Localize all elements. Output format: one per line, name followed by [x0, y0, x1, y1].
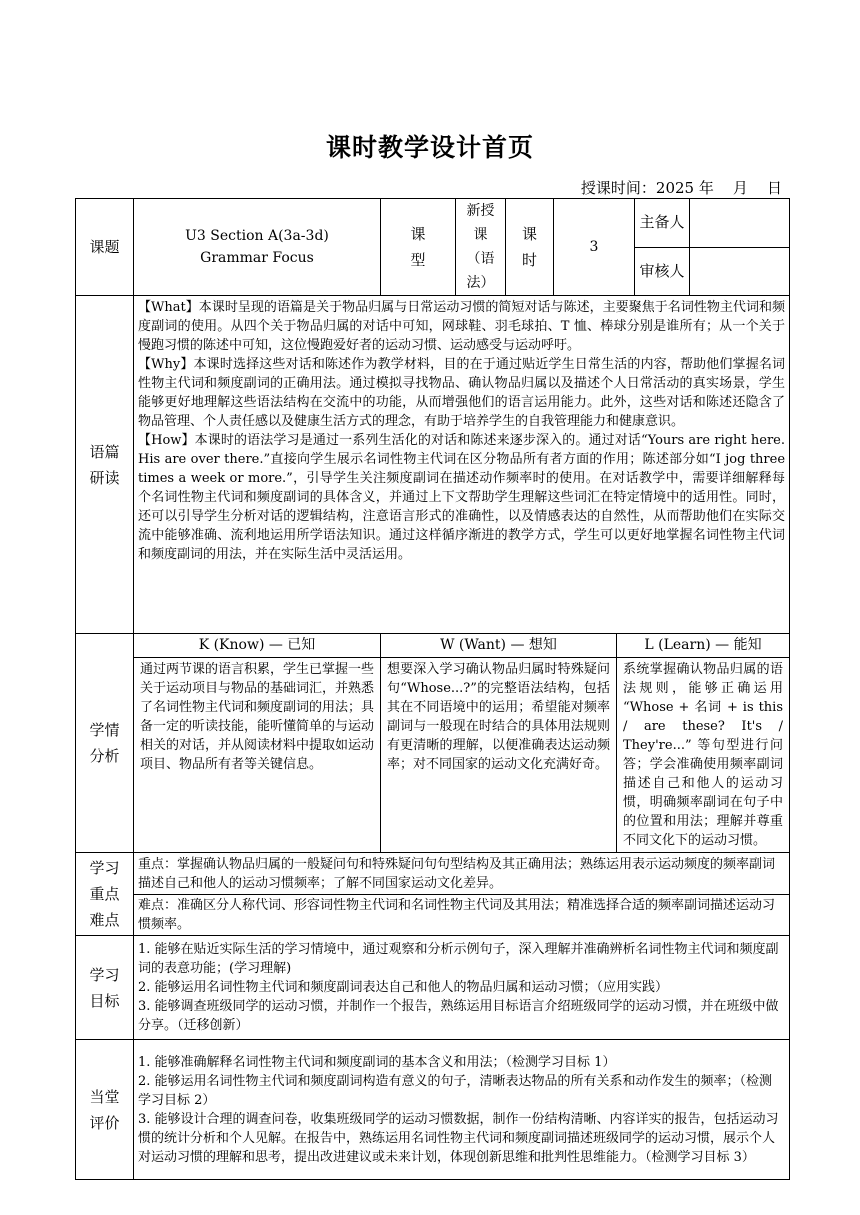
type-label: [381, 221, 455, 273]
lesson-design-table: [75, 198, 790, 1180]
assessment-label-text: 当堂评价: [89, 1087, 120, 1132]
preparer-label: 主备人: [635, 199, 690, 248]
assessment-item: 1. 能够准确解释名词性物主代词和频度副词的基本含义和用法；（检测学习目标 1）: [138, 1054, 616, 1070]
period-label: 课时: [522, 225, 538, 269]
topic-title: U3 Section A(3a-3d): [185, 228, 329, 244]
reviewer-value: [690, 247, 790, 296]
kwl-want-text: 想要深入学习确认物品归属时特殊疑问句“Whose...?”的完整语法结构，包括其在不同语境中的运用；希望能对频率副词与一般现在时结合的具体用法规则有更清晰的理解，以便准确表达运动频率；对不同国家的运动文化充满好奇。: [381, 658, 617, 853]
kwl-want-header: W (Want) — 想知: [381, 634, 617, 658]
discourse-label: [76, 296, 134, 634]
objective-item: 3. 能够调查班级同学的运动习惯，并制作一个报告，熟练运用目标语言介绍班级同学的运动习惯，并在班级中做分享。（迁移创新）: [138, 999, 779, 1033]
type-value-note: （语法）: [466, 251, 495, 291]
key-points-label-text: 学习重点难点: [89, 859, 120, 929]
discourse-why: 【Why】本课时选择这些对话和陈述作为教学材料，目的在于通过贴近学生日常生活的内容，帮助他们掌握名词性物主代词和频度副词的正确用法。通过模拟寻找物品、确认物品归属以及描述个人日常活动的真实场景，学生能够更好地理解这些语法结构在交流中的功能，从而增强他们的语言运用能力。此外，这些对话和陈述还隐含了物品管理、个人责任感以及健康生活方式的理念，有助于培养学生的自我管理能力和健康意识。: [138, 357, 786, 429]
assessment-label: [76, 1040, 134, 1180]
key-focus: 重点：掌握确认物品归属的一般疑问句和特殊疑问句句型结构及其正确用法；熟练运用表示运动频度的频率副词描述自己和他人的运动习惯频率；了解不同国家运动文化差异。: [134, 853, 790, 895]
key-difficulty: 难点：准确区分人称代词、形容词性物主代词和名词性物主代词及其用法；精准选择合适的频率副词描述运动习惯频率。: [134, 895, 790, 936]
kwl-know-text: 通过两节课的语言积累，学生已掌握一些关于运动项目与物品的基础词汇，并熟悉了名词性物主代词和频度副词的用法；具备一定的听读技能，能听懂简单的与运动相关的对话，并从阅读材料中提取如运动项目、物品所有者等关键信息。: [134, 658, 381, 853]
type-label-text: 课型: [410, 225, 426, 269]
objective-item: 2. 能够运用名词性物主代词和频度副词表达自己和他人的物品归属和运动习惯；（应用实践）: [138, 980, 669, 995]
assessment-item: 2. 能够运用名词性物主代词和频度副词构造有意义的句子，清晰表达物品的所有关系和动作发生的频率；（检测学习目标 2）: [138, 1073, 773, 1108]
objectives-label: [76, 936, 134, 1040]
learner-analysis-label: [76, 634, 134, 853]
kwl-learn-header: L (Learn) — 能知: [617, 634, 790, 658]
key-points-label: [76, 853, 134, 936]
reviewer-label: 审核人: [635, 247, 690, 296]
type-value: 新授课: [466, 203, 495, 243]
preparer-value: [690, 199, 790, 248]
objective-item: 1. 能够在贴近实际生活的学习情境中，通过观察和分析示例句子，深入理解并准确辨析名词性物主代词和频度副词的表意功能；(学习理解): [138, 942, 779, 976]
discourse-how: 【How】本课时的语法学习是通过一系列生活化的对话和陈述来逐步深入的。通过对话“Yours are right here. His are over there.”直接向学生展示名词性物主代词在区分物品所有者方面的作用；陈述部分如“I jog three times a week or more.”，引导学生关注频度副词在描述动作频率时的使用。在对话教学中，需要详细解释每个名词性物主代词和频度副词的具体含义，并通过上下文帮助学生理解这些词汇在特定情境中的适用性。同时，还可以引导学生分析对话的逻辑结构，注意语言形式的准确性，以及情感表达的自然性，从而帮助他们在实际交流中能够准确、流利地运用所学语法知识。通过这样循序渐进的教学方式，学生可以更好地掌握名词性物主代词和频度副词的用法，并在实际生活中灵活运用。: [138, 433, 786, 562]
period-value: 3: [554, 199, 635, 296]
page-title: 课时教学设计首页: [325, 133, 534, 162]
kwl-learn-text: 系统掌握确认物品归属的语法规则，能够正确运用 “Whose + 名词 + is this / are these? It's / They're...” 等句型进行问答；学会准确使用频率副词描述自己和他人的运动习惯，明确频率副词在句子中的位置和用法；理解并尊重不同文化下的运动习惯。: [617, 658, 790, 853]
assessment-item: 3. 能够设计合理的调查问卷，收集班级同学的运动习惯数据，制作一份结构清晰、内容详实的报告，包括运动习惯的统计分析和个人见解。在报告中，熟练运用名词性物主代词和频度副词描述班级同学的运动习惯，展示个人对运动习惯的理解和思考，提出改进建议或未来计划，体现创新思维和批判性思维能力。（检测学习目标 3）: [138, 1111, 779, 1165]
learner-analysis-label-text: 学情分析: [89, 721, 120, 765]
topic-subtitle: Grammar Focus: [200, 250, 314, 266]
kwl-know-header: K (Know) — 已知: [134, 634, 381, 658]
discourse-label-text: 语篇研读: [89, 442, 120, 487]
objectives-label-text: 学习目标: [89, 965, 120, 1010]
lesson-date: 授课时间：2025 年 月 日: [580, 179, 782, 197]
discourse-what: 【What】本课时呈现的语篇是关于物品归属与日常运动习惯的简短对话与陈述，主要聚焦于名词性物主代词和频度副词的使用。从四个关于物品归属的对话中可知，网球鞋、羽毛球拍、T 恤、棒球分别是谁所有；从一个关于慢跑习惯的陈述中可知，这位慢跑爱好者的运动习惯、运动感受与运动呼吁。: [138, 300, 786, 353]
topic-label: 课题: [76, 199, 134, 296]
